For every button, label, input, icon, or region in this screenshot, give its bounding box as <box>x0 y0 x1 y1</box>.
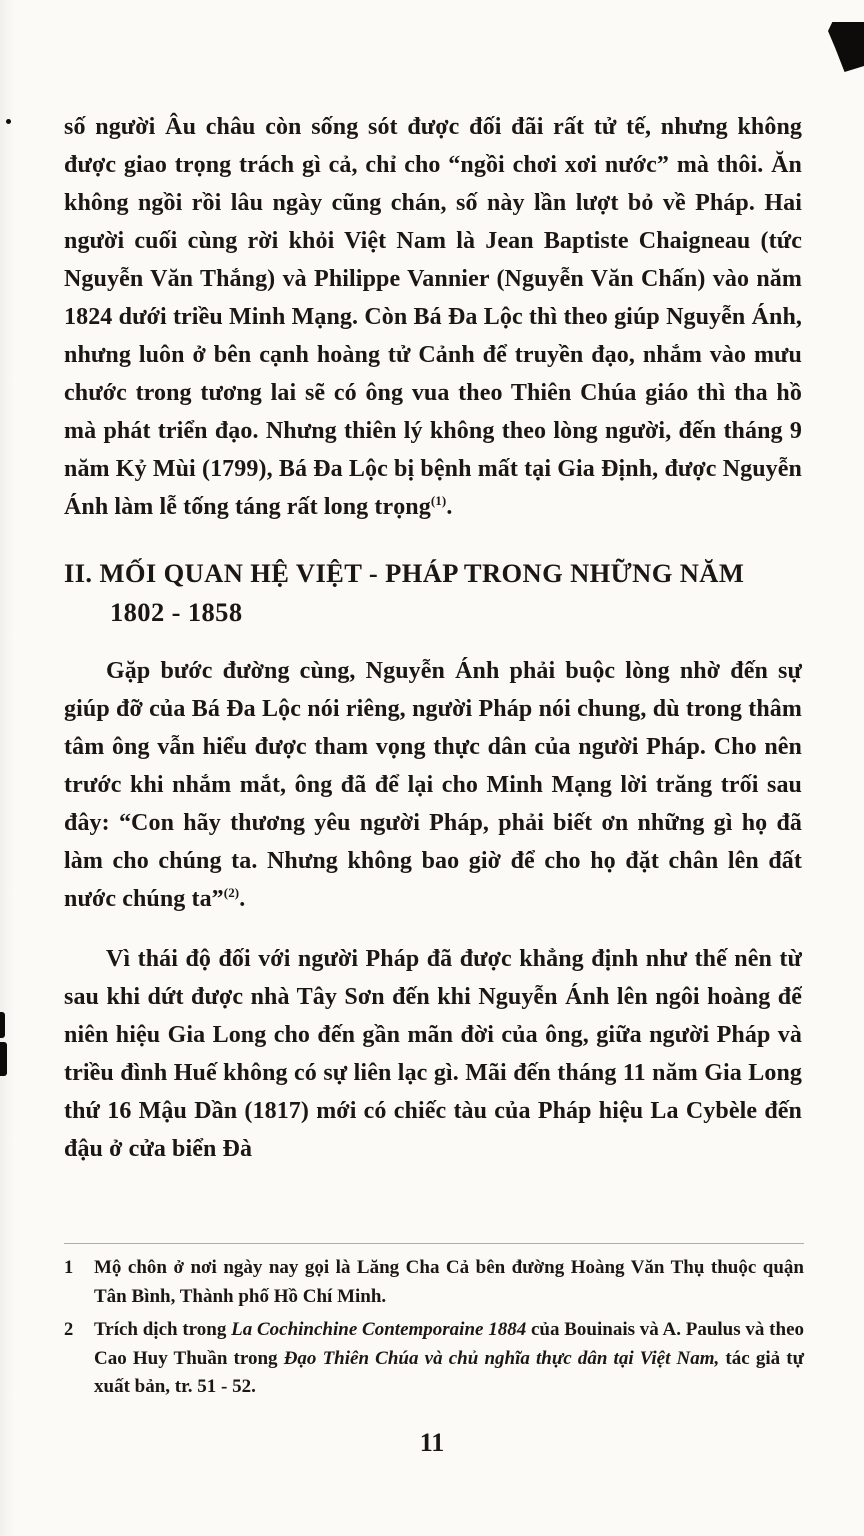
footnote-item <box>64 1254 804 1311</box>
footnote-number: 1 <box>64 1258 74 1278</box>
paragraph-2-tail: . <box>239 886 246 912</box>
footnotes-section <box>64 1243 804 1407</box>
paragraph-3 <box>64 940 802 1168</box>
paragraph-continuation <box>64 108 802 526</box>
scan-speck-left <box>6 119 11 124</box>
footnote-ref-1: (1) <box>430 493 447 508</box>
paragraph-3-text: Vì thái độ đối với người Pháp đã được khẳng định như thế nên từ sau khi dứt được nhà Tây Sơn đến khi Nguyễn Ánh lên ngôi hoàng đế niên hiệu Gia Long cho đến gần mãn đời của ông, giữa người Pháp và triều đình Huế không có sự liên lạc gì. Mãi đến tháng 11 năm Gia Long thứ 16 Mậu Dần (1817) mới có chiếc tàu của Pháp hiệu La Cybèle đến đậu ở cửa biển Đà <box>64 946 802 1162</box>
scan-mark-left-1 <box>0 1012 5 1038</box>
section-heading-title: II. MỐI QUAN HỆ VIỆT - PHÁP TRONG NHỮNG NĂM <box>64 558 745 588</box>
section-heading <box>64 554 802 632</box>
paragraph-1-text: số người Âu châu còn sống sót được đối đãi rất tử tế, nhưng không được giao trọng trách gì cả, chỉ cho “ngồi chơi xơi nước” mà thôi. Ăn không ngồi rồi lâu ngày cũng chán, số này lần lượt bỏ về Pháp. Hai người cuối cùng rời khỏi Việt Nam là Jean Baptiste Chaigneau (tức Nguyễn Văn Thắng) và Philippe Vannier (Nguyễn Văn Chấn) vào năm 1824 dưới triều Minh Mạng. Còn Bá Đa Lộc thì theo giúp Nguyễn Ánh, nhưng luôn ở bên cạnh hoàng tử Cảnh để truyền đạo, nhắm vào mưu chước trong tương lai sẽ có ông vua theo Thiên Chúa giáo thì tha hồ mà phát triển đạo. Nhưng thiên lý không theo lòng người, đến tháng 9 năm Kỷ Mùi (1799), Bá Đa Lộc bị bệnh mất tại Gia Định, được Nguyễn Ánh làm lễ tống táng rất long trọng <box>64 114 802 520</box>
footnote-text: Mộ chôn ở nơi ngày nay gọi là Lăng Cha Cả bên đường Hoàng Văn Thụ thuộc quận Tân Bình, Thành phố Hồ Chí Minh. <box>94 1257 804 1307</box>
page-body <box>64 108 802 1238</box>
paragraph-2-text: Gặp bước đường cùng, Nguyễn Ánh phải buộc lòng nhờ đến sự giúp đỡ của Bá Đa Lộc nói riêng, người Pháp nói chung, dù trong thâm tâm ông vẫn hiểu được tham vọng thực dân của người Pháp. Cho nên trước khi nhắm mắt, ông đã để lại cho Minh Mạng lời trăng trối sau đây: “Con hãy thương yêu người Pháp, phải biết ơn những gì họ đã làm cho chúng ta. Nhưng không bao giờ để cho họ đặt chân lên đất nước chúng ta” <box>64 658 802 912</box>
paragraph-1-tail: . <box>446 494 453 520</box>
paragraph-2 <box>64 652 802 918</box>
footnote-item <box>64 1316 804 1402</box>
footnote-ref-2: (2) <box>223 885 240 900</box>
footnote-number: 2 <box>64 1320 74 1340</box>
footnote-text: Trích dịch trong La Cochinchine Contemporaine 1884 của Bouinais và A. Paulus và theo Cao Huy Thuần trong Đạo Thiên Chúa và chủ nghĩa thực dân tại Việt Nam, tác giả tự xuất bản, tr. 51 - 52. <box>94 1319 804 1397</box>
page-number: 11 <box>419 1428 445 1457</box>
scan-smudge-top-right <box>828 22 864 72</box>
scan-mark-left-2 <box>0 1042 7 1076</box>
section-heading-years: 1802 - 1858 <box>110 597 243 627</box>
